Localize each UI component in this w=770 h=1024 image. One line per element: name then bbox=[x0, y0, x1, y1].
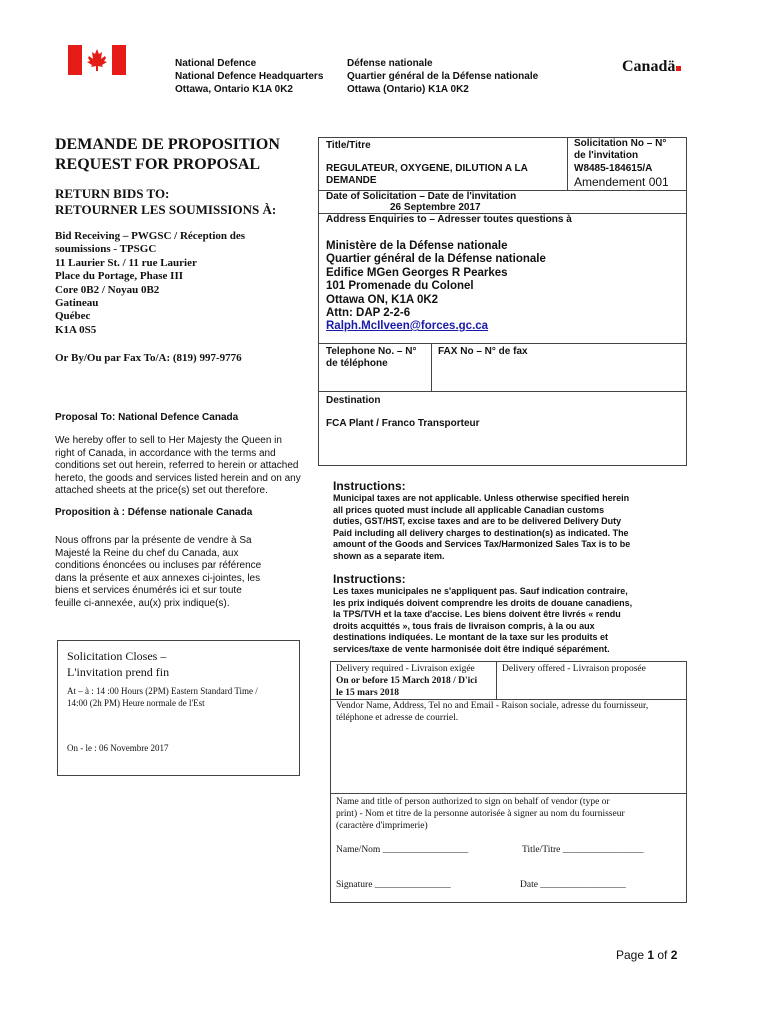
title-value: REGULATEUR, OXYGENE, DILUTION A LA DEMANDE bbox=[326, 163, 528, 186]
title-label: Title/Titre bbox=[326, 140, 371, 151]
header-fr-address: Ottawa (Ontario) K1A 0K2 bbox=[347, 84, 469, 95]
header-en-hq: National Defence Headquarters bbox=[175, 71, 324, 82]
signature-date-field[interactable]: Date __________________ bbox=[520, 880, 626, 890]
closes-date: On - le : 06 Novembre 2017 bbox=[67, 743, 169, 753]
solicitation-number-label: Solicitation No – N° de l'invitation bbox=[574, 138, 667, 161]
instructions-fr-body: Les taxes municipales ne s'appliquent pas. Sauf indication contraire, les prix indiqués doivent comprendre les droits de douane canadiens, la TPS/TVH et la taxe d'accise. Les biens doivent être livrés « rendu droits acquittés », tous frais de livraison compris, à la ou aux destinations indiquées. Le montant de la taxe sur les produits et services/taxe de vente harmonisée doit être indiqué séparément. bbox=[333, 586, 633, 654]
page-prefix: Page bbox=[616, 948, 648, 962]
page-indicator bbox=[616, 948, 677, 962]
wordmark-flag-icon bbox=[676, 58, 681, 63]
delivery-required-date: On or before 15 March 2018 / D'ici le 15 mars 2018 bbox=[336, 676, 478, 698]
instructions-en-heading: Instructions: bbox=[333, 479, 406, 493]
vendor-info-label: Vendor Name, Address, Tel no and Email - Raison sociale, adresse du fournisseur, téléphone et adresse de courriel. bbox=[336, 701, 649, 723]
address-enquiries-label: Address Enquiries to – Adresser toutes questions à bbox=[326, 214, 572, 225]
closes-title bbox=[67, 648, 169, 680]
authorized-signer-label: Name and title of person authorized to sign on behalf of vendor (type or print) - Nom et titre de la personne autorisée à signer au nom du fournisseur (caractère d'imprimerie) bbox=[336, 797, 625, 831]
telephone-label: Telephone No. – N° de téléphone bbox=[326, 346, 417, 369]
destination-label: Destination bbox=[326, 395, 381, 406]
closes-title-fr: L'invitation prend fin bbox=[67, 665, 170, 679]
solicitation-number: W8485-184615/A bbox=[574, 163, 653, 174]
document-title bbox=[55, 135, 280, 175]
header-french-block bbox=[347, 57, 538, 96]
proposition-a: Proposition à : Défense nationale Canada bbox=[55, 507, 253, 518]
offer-french: Nous offrons par la présente de vendre à Sa Majesté la Reine du chef du Canada, aux conditions énoncées ou incluses par référence dans la présente et aux annexes ci-jointes, les biens et services énumérés ici et sur toute feuille ci-annexée, au(x) prix indique(s). bbox=[55, 535, 262, 609]
header-en-dept: National Defence bbox=[175, 58, 257, 69]
contact-email-link[interactable]: Ralph.McIlveen@forces.gc.ca bbox=[326, 320, 489, 332]
instructions-en-body: Municipal taxes are not applicable. Unless otherwise specified herein all prices quoted must include all applicable Canadian customs duties, GST/HST, excise taxes and are to be delivered Delivery Duty Paid including all delivery charges to destination(s) as indicated. The amount of the Goods and Services Tax/Harmonized Sales Tax is to be shown as a separate item. bbox=[333, 493, 631, 561]
header-english-block bbox=[175, 57, 323, 96]
enquiries-address: Ministère de la Défense nationale Quartier général de la Défense nationale Edifice MGen Georges R Pearkes 101 Promenade du Colonel Ottawa ON, K1A 0K2 Attn: DAP 2-2-6 bbox=[326, 240, 546, 320]
date-of-solicitation-value: 26 Septembre 2017 bbox=[390, 202, 481, 213]
solicitation-closes-box bbox=[57, 640, 300, 776]
page-number: 1 bbox=[647, 948, 655, 962]
page-of: of bbox=[654, 948, 671, 962]
signer-name-field[interactable]: Name/Nom __________________ bbox=[336, 845, 469, 855]
closes-title-en: Solicitation Closes – bbox=[67, 649, 167, 663]
canada-wordmark: Canadä bbox=[622, 58, 676, 75]
delivery-offered-label: Delivery offered - Livraison proposée bbox=[502, 664, 646, 674]
return-bids-fr: RETOURNER LES SOUMISSIONS À: bbox=[55, 202, 277, 217]
page-total: 2 bbox=[670, 948, 678, 962]
header-fr-hq: Quartier général de la Défense nationale bbox=[347, 71, 539, 82]
return-bids-en: RETURN BIDS TO: bbox=[55, 186, 170, 201]
signature-field[interactable]: Signature ________________ bbox=[336, 880, 451, 890]
destination-value: FCA Plant / Franco Transporteur bbox=[326, 418, 480, 429]
amendment-number: Amendement 001 bbox=[574, 175, 669, 189]
title-french: DEMANDE DE PROPOSITION bbox=[55, 136, 280, 153]
title-english: REQUEST FOR PROPOSAL bbox=[55, 156, 261, 173]
offer-english: We hereby offer to sell to Her Majesty the Queen in right of Canada, in accordance with the terms and conditions set out herein, referred to herein or attached hereto, the goods and services listed herein and on any attached sheets at the price(s) set out therefore. bbox=[55, 435, 301, 496]
bid-receiving-address: Bid Receiving – PWGSC / Réception des soumissions - TPSGC 11 Laurier St. / 11 rue Laurier Place du Portage, Phase III Core 0B2 / Noyau 0B2 Gatineau Québec K1A 0S5 bbox=[55, 230, 246, 336]
date-of-solicitation-label: Date of Solicitation – Date de l'invitation bbox=[326, 191, 517, 202]
proposal-to: Proposal To: National Defence Canada bbox=[55, 412, 239, 423]
fax-line: Or By/Ou par Fax To/A: (819) 997-9776 bbox=[55, 352, 242, 364]
signer-title-field[interactable]: Title/Titre _________________ bbox=[522, 845, 644, 855]
instructions-fr-heading: Instructions: bbox=[333, 572, 406, 586]
return-bids-heading bbox=[55, 186, 276, 218]
canada-flag-logo bbox=[68, 45, 126, 75]
delivery-required-label: Delivery required - Livraison exigée bbox=[336, 664, 475, 674]
fax-label: FAX No – N° de fax bbox=[438, 346, 528, 357]
header-fr-dept: Défense nationale bbox=[347, 58, 433, 69]
header-en-address: Ottawa, Ontario K1A 0K2 bbox=[175, 84, 293, 95]
closes-time: At – à : 14 :00 Hours (2PM) Eastern Standard Time / 14:00 (2h PM) Heure normale de l'Est bbox=[67, 686, 258, 708]
